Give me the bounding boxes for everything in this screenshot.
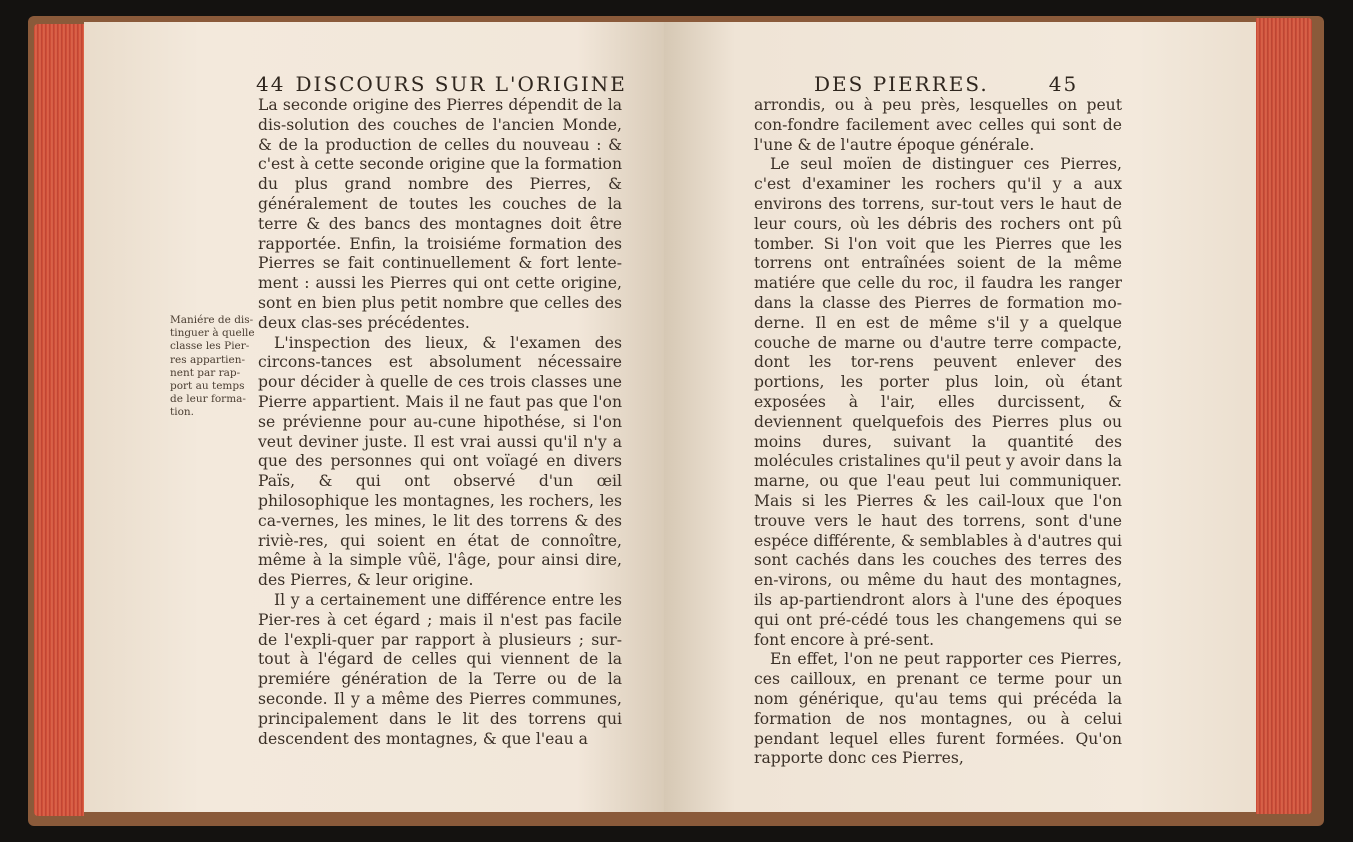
left-page bbox=[84, 22, 664, 812]
left-page-number: 44 bbox=[256, 72, 286, 96]
margin-note: Maniére de dis-tinguer à quelle classe les Pier-res appartien-nent par rap-port au temps de leur forma-tion. bbox=[170, 314, 255, 419]
right-paragraph-1: arrondis, ou à peu près, lesquelles on peut con-fondre facilement avec celles qui sont de l'une & de l'autre époque générale. bbox=[754, 96, 1122, 154]
left-paragraph-3: Il y a certainement une différence entre les Pier-res à cet égard ; mais il n'est pas facile de l'expli-quer par rapport à plusieurs ; sur-tout à l'égard de celles qui viennent de la premiére génération de la Terre ou de la seconde. Il y a même des Pierres communes, principalement dans le lit des torrens qui descendent des montagnes, & que l'eau a bbox=[258, 590, 622, 748]
right-page-edges bbox=[1256, 18, 1312, 814]
right-body-text bbox=[754, 96, 1122, 769]
left-body-text bbox=[258, 96, 622, 749]
right-paragraph-3: En effet, l'on ne peut rapporter ces Pierres, ces cailloux, en prenant ce terme pour un nom générique, qu'au tems qui précéda la formation de nos montagnes, ou à celui pendant lequel elles furent formées. Qu'on rapporte donc ces Pierres, bbox=[754, 650, 1122, 768]
left-page-edges bbox=[34, 24, 84, 816]
right-page bbox=[664, 22, 1256, 812]
left-running-head bbox=[256, 72, 627, 96]
left-paragraph-2: L'inspection des lieux, & l'examen des circons-tances est absolument nécessaire pour décider à quelle de ces trois classes une Pierre appartient. Mais il ne faut pas que l'on se prévienne pour au-cune hipothése, si l'on veut deviner juste. Il est vrai aussi qu'il n'y a que des personnes qui ont voïagé en divers Païs, & qui ont observé d'un œil philosophique les montagnes, les rochers, les ca-vernes, les mines, le lit des torrens & des riviè-res, qui soient en état de connoître, même à la simple vûë, l'âge, pour ainsi dire, des Pierres, & leur origine. bbox=[258, 333, 622, 590]
right-running-title: DES PIERRES. bbox=[814, 72, 989, 96]
left-paragraph-1: La seconde origine des Pierres dépendit de la dis-solution des couches de l'ancien Monde, & de la production de celles du nouveau : & c'est à cette seconde origine que la formation du plus grand nombre des Pierres, & généralement de toutes les couches de la terre & des bancs des montagnes doit être rapportée. Enfin, la troisiéme formation des Pierres se fait continuellement & fort lente-ment : aussi les Pierres qui ont cette origine, sont en bien plus petit nombre que celles des deux clas-ses précédentes. bbox=[258, 96, 622, 332]
right-paragraph-2: Le seul moïen de distinguer ces Pierres, c'est d'examiner les rochers qu'il y a aux environs des torrens, sur-tout vers le haut de leur cours, où les débris des rochers ont pû tomber. Si l'on voit que les Pierres que les torrens ont entraînées soient de la même matiére que celle du roc, il faudra les ranger dans la classe des Pierres de formation mo-derne. Il en est de même s'il y a quelque couche de marne ou d'autre terre compacte, dont les tor-rens peuvent enlever des portions, les porter plus loin, où étant exposées à l'air, elles durcissent, & deviennent quelquefois des Pierres plus ou moins dures, suivant la quantité des molécules cristalines qu'il peut y avoir dans la marne, ou que l'eau peut lui communiquer. Mais si les Pierres & les cail-loux que l'on trouve vers le haut des torrens, sont d'une espéce différente, & semblables à d'autres qui sont cachés dans les couches des terres des en-virons, ou même du haut des montagnes, ils ap-partiendront alors à l'une des époques qui ont pré-cédé tous les changemens qui se font encore à pré-sent. bbox=[754, 155, 1122, 649]
right-running-head bbox=[814, 72, 1078, 96]
right-page-number: 45 bbox=[1048, 72, 1079, 96]
left-running-title: DISCOURS SUR L'ORIGINE bbox=[295, 72, 627, 96]
